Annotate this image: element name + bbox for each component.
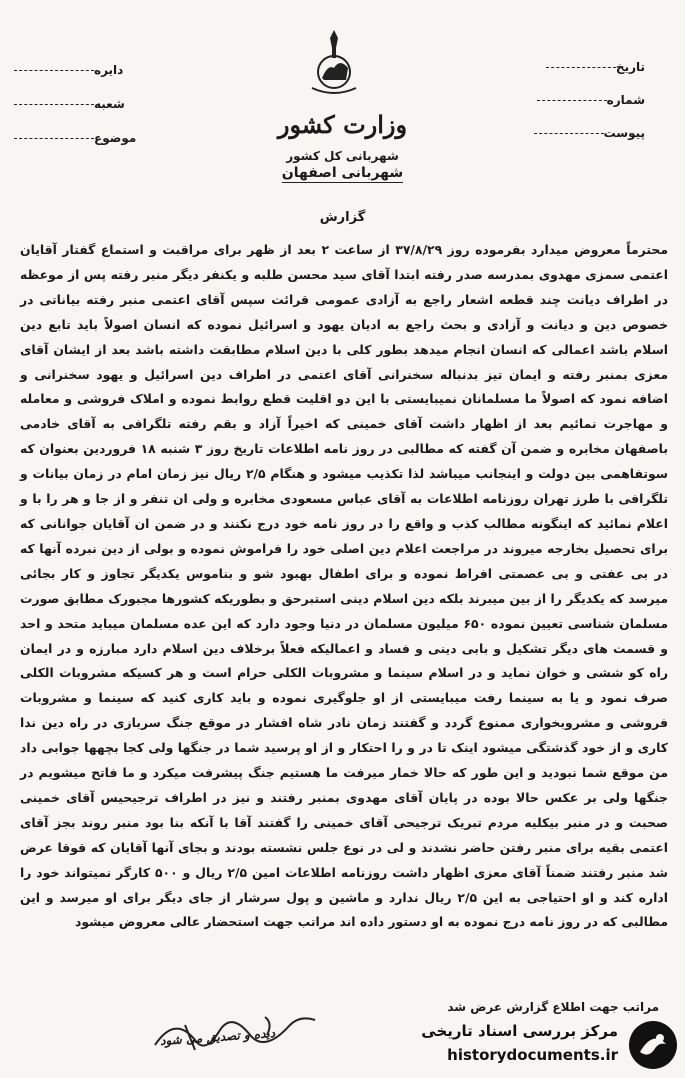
lion-and-sun-emblem-icon: [302, 28, 366, 98]
watermark: [398, 1016, 680, 1074]
city-police-name: شهربانی اصفهان: [281, 165, 404, 181]
archive-logo-icon: [626, 1018, 680, 1072]
report-body: محترماً معروض میدارد بفرموده روز ۳۷/۸/۲۹ از ساعت ۲ بعد از ظهر برای مراقبت و استماع گفتار آقایان اعتمی سمزی مهدوی بمدرسه صدر رفته ابتدا آقای سید محسن طلبه و یکنفر دیگر منبر رفته پس از موعظه در اطراف دیانت چند قطعه اشعار راجع به آزادی عمومی قرائت سپس آقای اعتمی منبر رفته بیاناتی در خصوص دین و دیانت و آزادی و بحث راجع به ادیان یهود و اسرائیل نموده که انسان اصولاً باید تابع دین اسلام باشد اعمالی که انسان انجام میدهد بطور کلی با دین اسلام مطابقت داشته باشد بعد از ایشان آقای معزی بمنبر رفته و ایمان تیز بدنباله سخنرانی آقای اعتمی در اطراف دین اسرائیل و یهود سخنرانی و اضافه نمود که اصولاً ما مسلمانان نمیبایستی با این دو اقلیت قطع روابط نموده و املاک فروشی و معامله و مهاجرت نمائیم بعد از اظهار داشت آقای خمینی که اخیراً آزاد و بقم رفته تلگرافی به آقای خادمی باصفهان مخابره و ضمن آن گفته که مطالبی در روز نامه اطلاعات تاریخ روز ۳ شنبه ۱۸ فروردین بعنوان که سوتفاهمی بین دولت و اینجانب میباشد لذا تکذیب میشود و هنگام ۲/۵ ریال نیز زمان امام در زمان بیانات و تلگرافی با طرز تهران روزنامه اطلاعات به آقای عباس مسعودی مخابره و ولی ان تنفر و از جا و هر را با و اعلام نمائید که اینگونه مطالب کذب و واقع را در روز نامه خود درج نکنند و در ضمن ان آقایان جوانانی که برای تحصیل بخارجه میروند در مراجعت اعلام دین اصلی خود را فراموش نموده و بولی از دین نبرده آنها که در بی عفتی و بی عصمتی افراط نموده و برای اطفال بهبود شو و بناموس یکدیگر تجاوز و کار بجائی میرسد که یکدیگر را از بین میبرند بلکه دین اسلام دینی استبرحق و بطوریکه کشورها مجبورک مطابق صورت مسلمان شناسی تعیین نموده ۶۵۰ میلیون مسلمان در دنیا وجود دارد که این عده مسلمان میباید متحد و احد و قسمت های دیگر تشکیل و بابی دینی و فساد و اعمالیکه فعلاً برخلاف دین اسلام دارد مبارزه و در ایمان راه کو ششی و خوان نماید و در اسلام سینما و مشروبات الکلی حرام است و هر کسیکه مشروبات الکلی صرف نمود و یا به سینما رفت میبایستی از او جلوگیری نموده و باید کاری کنید که سینما و مشروبات فروشی و مشروبخواری ممنوع گردد و گفتند زمان نادر شاه افشار در موقع جنگ سربازی در راه دین ندا کاری و از خود گذشتگی میشود اینک تا در و را احتکار و از او پرسید شما در جنگها ولی کجا بچهها جوابی داد من موقع شما نبودید و این طور که حالا خمار میرفت ما هستیم جنگ پیشرفت میکرد و ما فاتح میشویم در جنگها ولی بر عکس حالا بوده در پایان آقای مهدوی بمنبر رفتند و نیز در اطراف ترجیحیس آقای خمینی صحبت و در منبر بیکلیه مردم تبریک ترجیحی آقای خمینی را گفتند آقا با آنکه بنا بود منبر روند بجز آقای اعتمی بقیه برای منبر رفتن حاضر نشدند و لی در نوع جلس نشسته بودند و بجای آنها آقایان که قوقا عرض شد منبر رفتند ضمناً آقای معزی اظهار داشت روزنامه اطلاعات امین ۲/۵ ریال و ۵۰۰ کارگر نمیتواند خود را اداره کند و او احتیاجی به این ۲/۵ ریال ندارد و ماشین و پول سرشار از جای دیگر برای او میرسد و این مطالبی که در روز نامه درج نموده به او دستور داده اند مراتب جهت استحضار عالی معروض میشود: [20, 242, 668, 930]
signature-text: دیده و تصدیق می شود: [159, 1025, 276, 1049]
department-field: دایره: [8, 63, 123, 77]
department-name: شهربانی کل کشور: [286, 149, 399, 163]
ministry-title: وزارت کشور: [277, 110, 408, 139]
archive-name: مرکز بررسی اسناد تاریخی: [421, 1022, 618, 1040]
report-title: گزارش: [319, 210, 366, 225]
branch-field: شعبه: [8, 97, 125, 111]
archive-url[interactable]: historydocuments.ir: [447, 1046, 618, 1064]
attachment-field: پیوست: [528, 126, 645, 140]
date-field: تاریخ: [540, 60, 645, 74]
footer-note: مراتب جهت اطلاع گزارش عرض شد: [447, 1000, 659, 1014]
subject-field: موضوع: [8, 131, 136, 145]
number-field: شماره: [531, 93, 645, 107]
